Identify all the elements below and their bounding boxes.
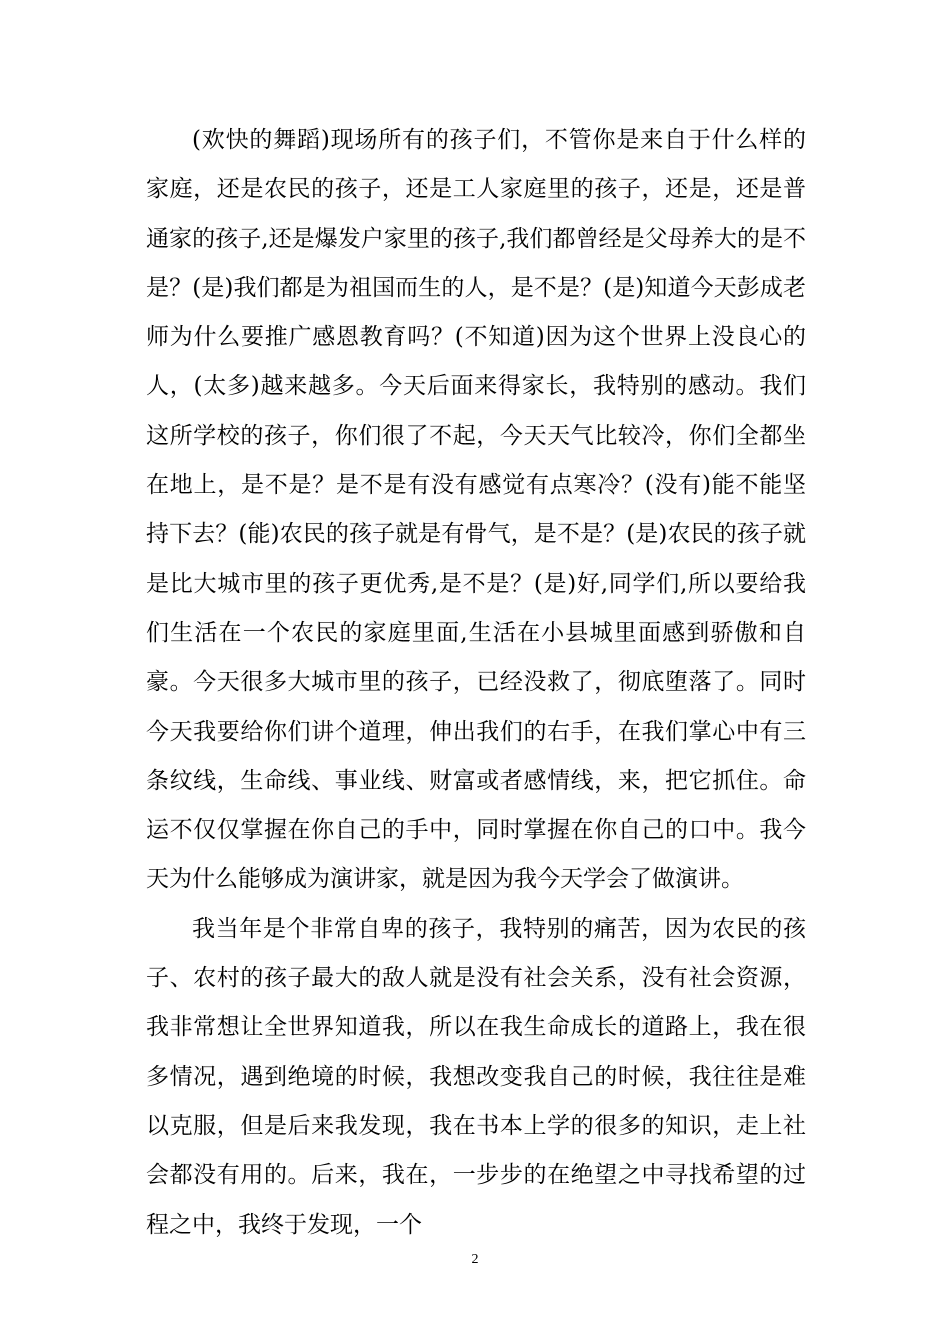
page-number: 2	[471, 1252, 479, 1267]
paragraph-1: (欢快的舞蹈)现场所有的孩子们，不管你是来自于什么样的家庭，还是农民的孩子，还是工人家庭里的孩子，还是，还是普通家的孩子,还是爆发户家里的孩子,我们都曾经是父母养大的是不是？(是)我们都是为祖国而生的人，是不是？(是)知道今天彭成老师为什么要推广感恩教育吗？(不知道)因为这个世界上没良心的人，(太多)越来越多。今天后面来得家长，我特别的感动。我们这所学校的孩子，你们很了不起，今天天气比较冷，你们全都坐在地上，是不是？是不是有没有感觉有点寒冷？(没有)能不能坚持下去？(能)农民的孩子就是有骨气，是不是？(是)农民的孩子就是比大城市里的孩子更优秀,是不是？(是)好,同学们,所以要给我们生活在一个农民的家庭里面,生活在小县城里面感到骄傲和自豪。今天很多大城市里的孩子，已经没救了，彻底堕落了。同时今天我要给你们讲个道理，伸出我们的右手，在我们掌心中有三条纹线，生命线、事业线、财富或者感情线，来，把它抓住。命运不仅仅掌握在你自己的手中，同时掌握在你自己的口中。我今天为什么能够成为演讲家，就是因为我今天学会了做演讲。	[146, 127, 806, 893]
document-body	[146, 116, 806, 1250]
paragraph-2: 我当年是个非常自卑的孩子，我特别的痛苦，因为农民的孩子、农村的孩子最大的敌人就是没有社会关系，没有社会资源，我非常想让全世界知道我，所以在我生命成长的道路上，我在很多情况，遇到绝境的时候，我想改变我自己的时候，我往往是难以克服，但是后来我发现，我在书本上学的很多的知识，走上社会都没有用的。后来，我在，一步步的在绝望之中寻找希望的过程之中，我终于发现，一个	[146, 915, 806, 1238]
